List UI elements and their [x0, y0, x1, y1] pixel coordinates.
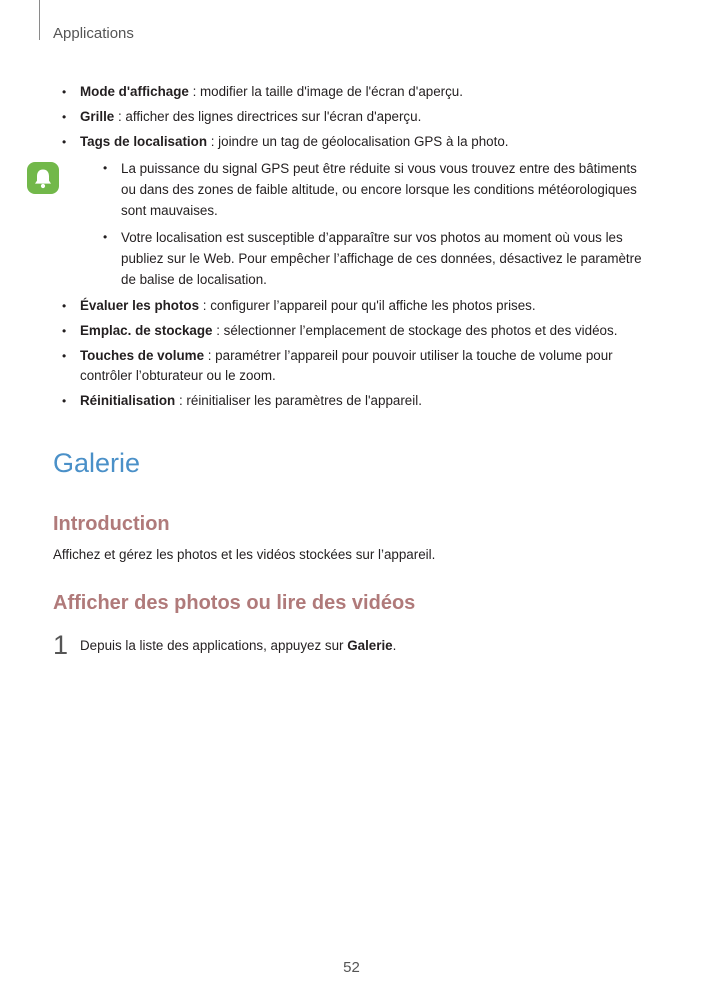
intro-paragraph: Affichez et gérez les photos et les vidéos stockées sur l’appareil.	[53, 547, 436, 562]
list-item: • Évaluer les photos : configurer l’appareil pour qu'il affiche les photos prises.	[62, 298, 536, 313]
setting-desc: : sélectionner l’emplacement de stockage des photos et des vidéos.	[212, 323, 618, 338]
section-subheading: Afficher des photos ou lire des vidéos	[53, 592, 416, 614]
setting-term: Grille	[80, 109, 115, 124]
step-app-name: Galerie	[347, 638, 393, 653]
setting-desc: : joindre un tag de géolocalisation GPS à la photo.	[207, 134, 509, 149]
setting-term: Tags de localisation	[80, 134, 207, 149]
note-list	[0, 158, 703, 296]
intro-heading: Introduction	[53, 513, 170, 535]
setting-term: Emplac. de stockage	[80, 323, 213, 338]
section-header: Applications	[53, 25, 134, 42]
setting-desc: : modifier la taille d'image de l'écran d'aperçu.	[188, 84, 463, 99]
list-item: • Mode d'affichage : modifier la taille d'image de l'écran d'aperçu.	[62, 84, 463, 99]
settings-list-bottom	[0, 296, 703, 416]
list-item: • Emplac. de stockage : sélectionner l’emplacement de stockage des photos et des vidéos.	[62, 323, 618, 338]
page-title: Galerie	[53, 448, 141, 478]
list-item: • Réinitialisation : réinitialiser les paramètres de l'appareil.	[62, 393, 422, 408]
settings-list-top	[0, 82, 703, 157]
setting-desc: : afficher des lignes directrices sur l'écran d'aperçu.	[114, 109, 422, 124]
step-text: Depuis la liste des applications, appuyez sur Galerie.	[80, 638, 397, 653]
setting-term: Réinitialisation	[80, 393, 176, 408]
list-item: • Grille : afficher des lignes directrices sur l'écran d'aperçu.	[62, 109, 422, 124]
list-item: • Tags de localisation : joindre un tag de géolocalisation GPS à la photo.	[62, 134, 509, 149]
list-item: • Touches de volume : paramétrer l’appareil pour pouvoir utiliser la touche de volume pour contrôler l’obturateur ou le zoom.	[62, 348, 613, 383]
note-item: • La puissance du signal GPS peut être réduite si vous vous trouvez entre des bâtiments ou dans des zones de faible altitude, ou encore lorsque les conditions météorologiques sont mauvaises.	[103, 161, 637, 218]
setting-term: Évaluer les photos	[80, 298, 200, 313]
setting-desc: : réinitialiser les paramètres de l'appareil.	[175, 393, 422, 408]
margin-rule	[39, 0, 40, 40]
setting-desc: : paramétrer l’appareil pour pouvoir utiliser la touche de volume pour contrôler l’obturateur ou le zoom.	[80, 348, 613, 383]
setting-term: Touches de volume	[80, 348, 205, 363]
step-number: 1	[53, 630, 69, 660]
setting-desc: : configurer l’appareil pour qu'il affiche les photos prises.	[199, 298, 536, 313]
page-number: 52	[343, 959, 360, 976]
setting-term: Mode d'affichage	[80, 84, 189, 99]
note-item: • Votre localisation est susceptible d’apparaître sur vos photos au moment où vous les publiez sur le Web. Pour empêcher l’affichage de ces données, désactivez le paramètre de balise de localisation.	[103, 230, 642, 287]
